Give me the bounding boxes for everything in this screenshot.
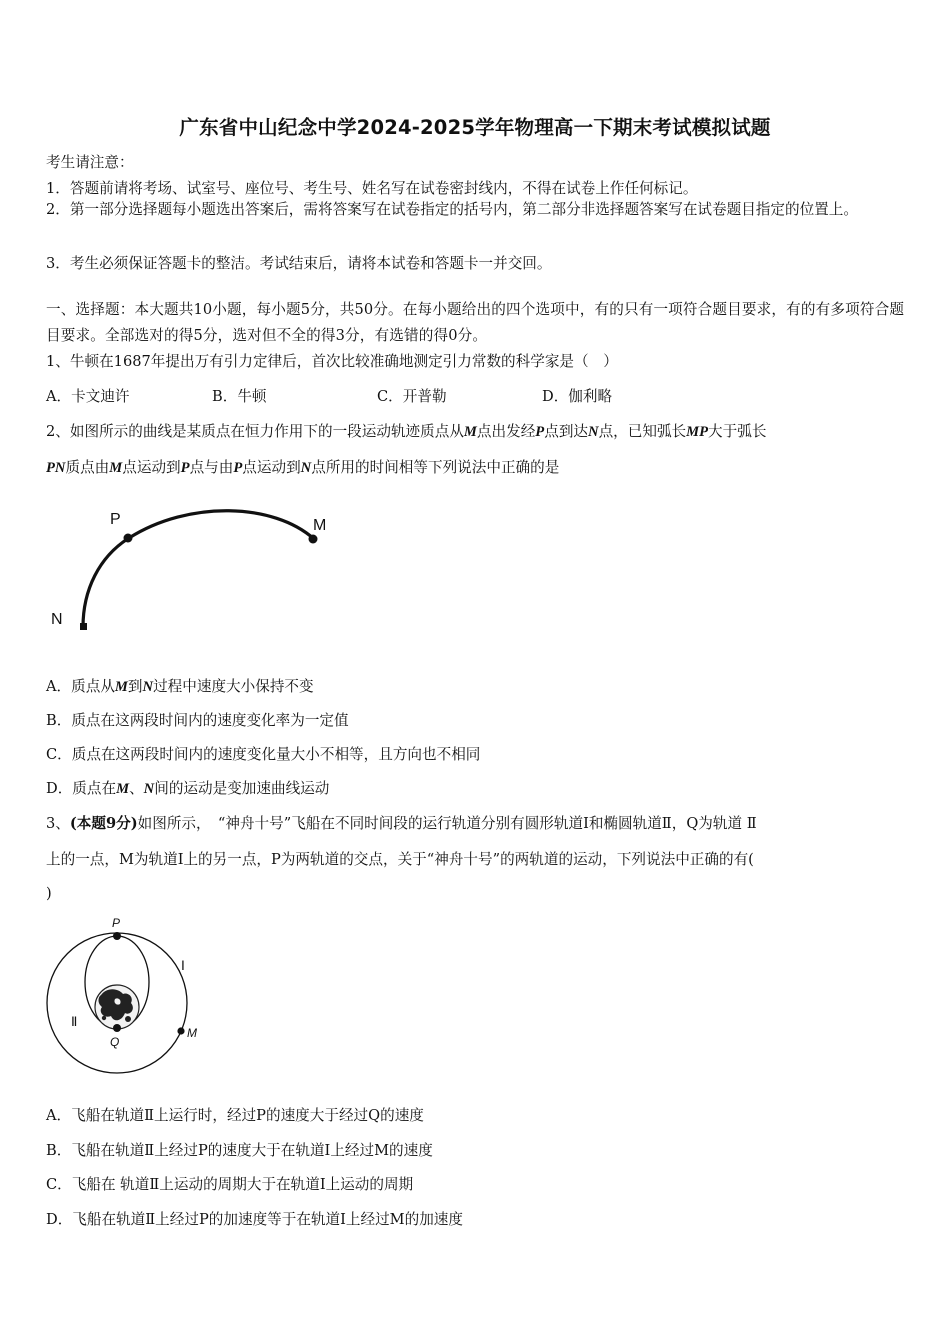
point-m-dot: [177, 1027, 184, 1034]
q2-option-a[interactable]: A．质点从M到N过程中速度大小保持不变: [46, 678, 314, 695]
point-q-dot: [113, 1024, 121, 1032]
label-q: Q: [110, 1035, 120, 1049]
q3-option-a[interactable]: A．飞船在轨道Ⅱ上运行时，经过P的速度大于经过Q的速度: [46, 1107, 424, 1124]
q2-trajectory-figure: [44, 495, 344, 645]
q2-option-b[interactable]: B．质点在这两段时间内的速度变化率为一定值: [46, 712, 349, 729]
label-m: M: [313, 517, 327, 534]
q1-option-d[interactable]: D．伽利略: [542, 388, 613, 405]
label-p: P: [110, 511, 121, 528]
q2-stem-line2: PN质点由M点运动到P点与由P点运动到N点所用的时间相等下列说法中正确的是: [46, 459, 560, 476]
point-n-dot: [80, 623, 87, 630]
q1-option-a[interactable]: A．卡文迪许: [46, 388, 130, 405]
earth-icon: [95, 985, 139, 1029]
point-m-dot: [309, 535, 318, 544]
point-p-dot: [124, 534, 133, 543]
q1-option-c[interactable]: C．开普勒: [377, 388, 447, 405]
q3-option-c[interactable]: C．飞船在 轨道Ⅱ上运动的周期大于在轨道Ⅰ上运动的周期: [46, 1176, 414, 1193]
label-orbit-ii: Ⅱ: [71, 1014, 78, 1029]
label-m: M: [187, 1026, 197, 1040]
q3-stem-line1: 3、(本题9分)如图所示， “神舟十号”飞船在不同时间段的运行轨道分别有圆形轨道Ⅰ和椭圆轨道Ⅱ，Q为轨道 Ⅱ: [46, 815, 757, 832]
section-intro: 一、选择题：本大题共10小题，每小题5分，共50分。在每小题给出的四个选项中，有的只有一项符合题目要求，有的有多项符合题目要求。全部选对的得5分，选对但不全的得3分，有选错的得0分。: [46, 301, 905, 344]
q3-option-d[interactable]: D．飞船在轨道Ⅱ上经过P的加速度等于在轨道Ⅰ上经过M的加速度: [46, 1211, 463, 1228]
q3-stem-line2: 上的一点，M为轨道Ⅰ上的另一点，P为两轨道的交点，关于“神舟十号”的两轨道的运动，下列说法中正确的有(: [46, 851, 754, 868]
notice-item-1: 1．答题前请将考场、试室号、座位号、考生号、姓名写在试卷密封线内，不得在试卷上作任何标记。: [46, 180, 698, 197]
q2-option-d[interactable]: D．质点在M、N间的运动是变加速曲线运动: [46, 780, 330, 797]
q3-orbit-figure: [44, 915, 214, 1085]
notice-item-2: 2．第一部分选择题每小题选出答案后，需将答案写在试卷指定的括号内，第二部分非选择题答案写在试卷题目指定的位置上。: [46, 201, 858, 218]
point-p-dot: [113, 932, 121, 940]
page-title: 广东省中山纪念中学2024-2025学年物理高一下期末考试模拟试题: [179, 116, 771, 139]
notice-item-3: 3．考生必须保证答题卡的整洁。考试结束后，请将本试卷和答题卡一并交回。: [46, 255, 552, 272]
q2-option-c[interactable]: C．质点在这两段时间内的速度变化量大小不相等，且方向也不相同: [46, 746, 481, 763]
label-p: P: [112, 916, 121, 930]
q3-option-b[interactable]: B．飞船在轨道Ⅱ上经过P的速度大于在轨道Ⅰ上经过M的速度: [46, 1142, 433, 1159]
q2-stem-line1: 2、如图所示的曲线是某质点在恒力作用下的一段运动轨迹质点从M点出发经P点到达N点，已知弧长MP大于弧长: [46, 423, 767, 440]
label-n: N: [51, 611, 63, 628]
trajectory-curve: [83, 511, 314, 627]
label-orbit-i: Ⅰ: [181, 958, 185, 973]
q3-stem-line3: ): [46, 885, 52, 902]
q1-option-b[interactable]: B．牛顿: [212, 388, 267, 405]
notice-heading: 考生请注意：: [46, 154, 134, 171]
q1-stem: 1、牛顿在1687年提出万有引力定律后，首次比较准确地测定引力常数的科学家是（ ）: [46, 353, 618, 370]
